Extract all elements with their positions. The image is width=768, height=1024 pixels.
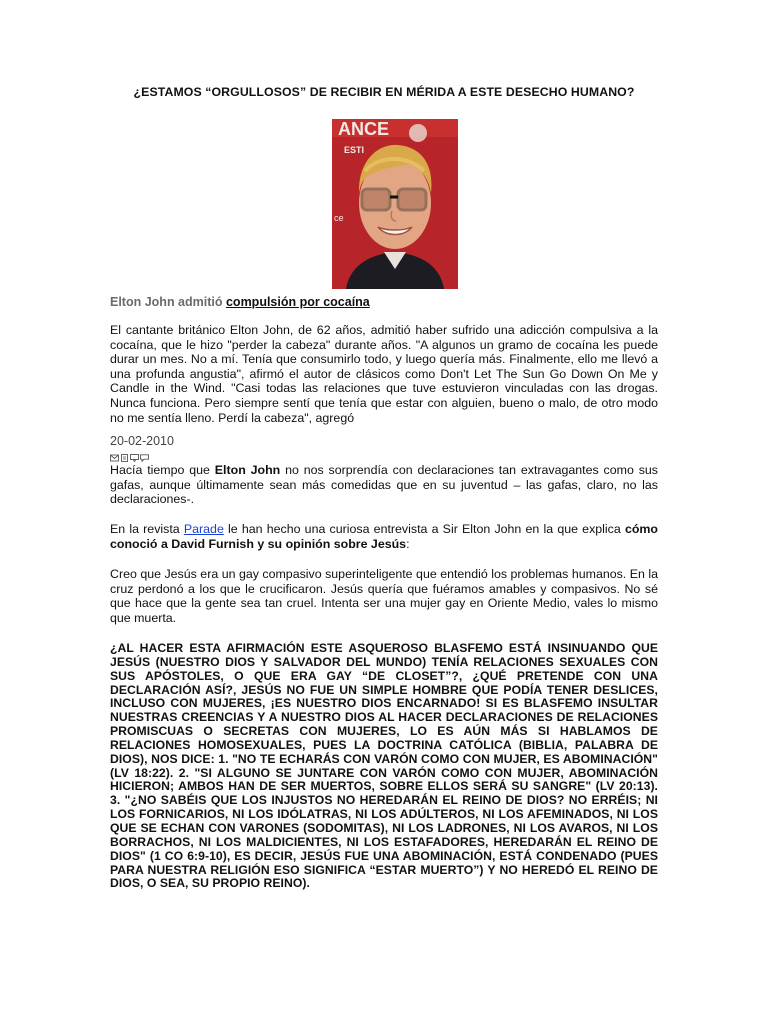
page-title: ¿ESTAMOS “ORGULLOSOS” DE RECIBIR EN MÉRIDA A ESTE DESECHO HUMANO? [133, 85, 635, 99]
paragraph-context-name: Elton John [214, 463, 281, 477]
paragraph-interview-middle: le han hecho una curiosa entrevista a Sir Elton John en la que explica [223, 522, 625, 536]
paragraph-quote: Creo que Jesús era un gay compasivo superinteligente que entendió los problemas humanos. En la cruz perdonó a los que le crucificaron. Jesús quería que fuéramos amables y compasivos. No sé que hace que la gente sea tan cruel. Intenta ser una mujer gay en Oriente Medio, vales lo mismo que muerta. [110, 567, 658, 625]
paragraph-interview [110, 522, 658, 551]
comment-icon[interactable] [140, 449, 149, 457]
paragraph-context [110, 463, 658, 507]
article-toolbar [110, 449, 149, 457]
print-icon[interactable] [120, 449, 129, 457]
paragraph-context-rest: no nos sorprendía con declaraciones tan extravagantes como sus gafas, aunque últimamente sean más comedidas que en su juventud – las gafas, claro, no las declaraciones-. [110, 463, 658, 507]
parade-link[interactable]: Parade [183, 522, 224, 536]
paragraph-interview-lead: En la revista [110, 522, 184, 536]
svg-text:ce: ce [334, 213, 344, 223]
publish-date: 20-02-2010 [110, 434, 174, 448]
paragraph-context-lead: Hacía tiempo que [110, 463, 215, 477]
paragraph-interview-highlight: cómo conoció a David Furnish y su opinión sobre Jesús [110, 522, 658, 551]
portrait-image [332, 119, 458, 289]
article-subheading [110, 295, 370, 309]
paragraph-interview-end: : [406, 536, 410, 551]
download-icon[interactable] [130, 449, 139, 457]
paragraph-intro: El cantante británico Elton John, de 62 años, admitió haber sufrido una adicción compulsiva a la cocaína, que le hizo "perder la cabeza" durante años. "A algunos un gramo de cocaína les puede durar un mes. No a mí. Tenía que consumirlo todo, y luego quería más. Finalmente, ello me llevó a una profunda angustia", afirmó el autor de clásicos como Don't Let The Sun Go Down On Me y Candle in the Wind. "Casi todas las relaciones que tuve estuvieron vinculadas con las drogas. Nunca funciona. Pero siempre sentí que tenía que estar con alguien, bueno o malo, de otro modo no me sentía lleno. Perdí la cabeza", agregó [110, 323, 658, 425]
email-icon[interactable] [110, 449, 119, 457]
svg-text:ESTI: ESTI [344, 145, 365, 155]
paragraph-commentary: ¿AL HACER ESTA AFIRMACIÓN ESTE ASQUEROSO BLASFEMO ESTÁ INSINUANDO QUE JESÚS (NUESTRO DIOS Y SALVADOR DEL MUNDO) TENÍA RELACIONES SEXUALES CON SUS APÓSTOLES, O QUE ERA GAY “DE CLOSET”?, ¿QUÉ PRETENDE CON UNA DECLARACIÓN ASÍ?, JESÚS NO FUE UN SIMPLE HOMBRE QUE PODÍA TENER DESLICES, INCLUSO CON MUJERES, ¡ES NUESTRO DIOS ENCARNADO! SI ES BLASFEMO INSULTAR NUESTRAS CREENCIAS Y A NUESTRO DIOS AL HACER DECLARACIONES DE RELACIONES PROMISCUAS O SECRETAS CON MUJERES, LO ES AÚN MÁS SI HABLAMOS DE RELACIONES HOMOSEXUALES, PUES LA DOCTRINA CATÓLICA (BIBLIA, PALABRA DE DIOS), NOS DICE: 1. "NO TE ECHARÁS CON VARÓN COMO CON MUJER, ES ABOMINACIÓN" (LV 18:22). 2. "SI ALGUNO SE JUNTARE CON VARÓN COMO CON MUJER, ABOMINACIÓN HICIERON; AMBOS HAN DE SER MUERTOS, SOBRE ELLOS SERÁ SU SANGRE" (LV 20:13). 3. "¿NO SABÉIS QUE LOS INJUSTOS NO HEREDARÁN EL REINO DE DIOS? NO ERRÉIS; NI LOS FORNICARIOS, NI LOS IDÓLATRAS, NI LOS ADÚLTEROS, NI LOS AFEMINADOS, NI LOS QUE SE ECHAN CON VARONES (SODOMITAS), NI LOS LADRONES, NI LOS AVAROS, NI LOS BORRACHOS, NI LOS MALDICIENTES, NI LOS ESTAFADORES, HEREDARÁN EL REINO DE DIOS" (1 CO 6:9-10), ES DECIR, JESÚS FUE UNA ABOMINACIÓN, ESTÁ CONDENADO (PUES PARA NUESTRA RELIGIÓN ESO SIGNIFICA “ESTAR MUERTO”) Y NO HEREDÓ EL REINO DE DIOS, O SEA, SU PROPIO REINO). [110, 641, 658, 891]
subheading-prefix: Elton John admitió [110, 295, 223, 309]
svg-text:ANCE: ANCE [338, 119, 390, 139]
subheading-link[interactable]: compulsión por cocaína [225, 295, 370, 309]
portrait-photo [332, 119, 458, 289]
